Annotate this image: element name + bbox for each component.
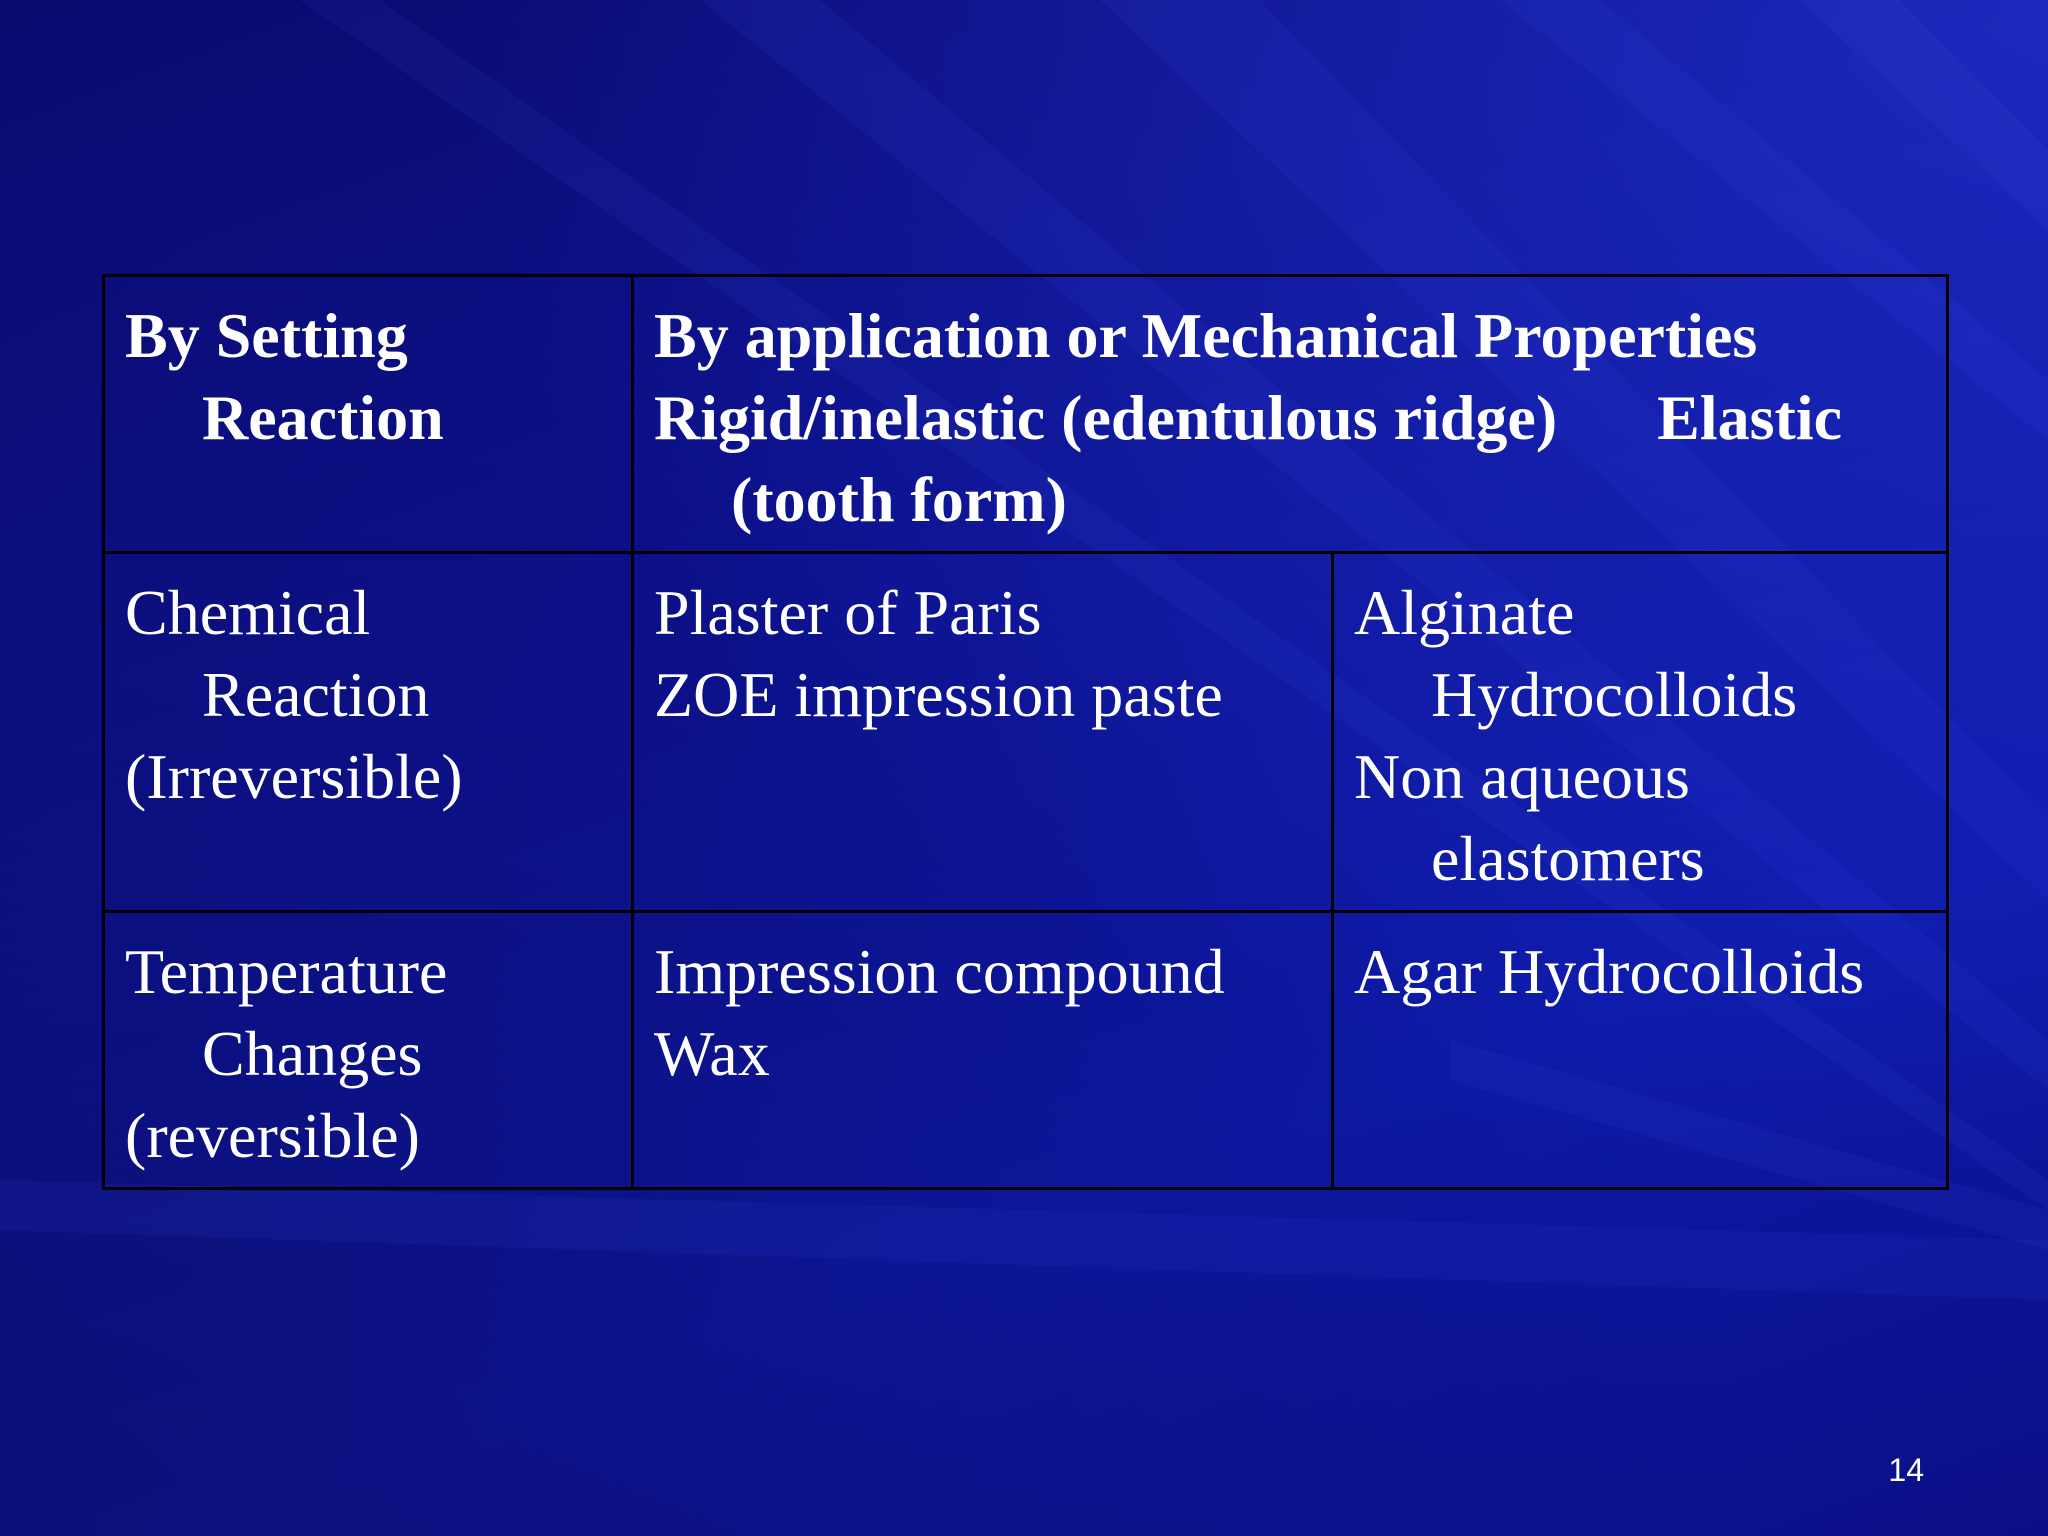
slide-page-number: 14 (1888, 1452, 1924, 1488)
header-text: By Setting (125, 300, 408, 371)
header-cell-application (633, 276, 1948, 553)
header-rigid-label: Rigid/inelastic (edentulous ridge) (654, 382, 1558, 453)
table-cell (633, 912, 1333, 1189)
cell-text: Plaster of Paris (654, 577, 1042, 648)
cell-text: (reversible) (125, 1100, 420, 1171)
cell-text: Hydrocolloids (1431, 659, 1798, 730)
cell-text: Agar Hydrocolloids (1354, 936, 1865, 1007)
cell-text: Alginate (1354, 577, 1575, 648)
cell-text: Chemical (125, 577, 371, 648)
table-row (104, 553, 1948, 912)
table-row (104, 912, 1948, 1189)
table-cell (1333, 553, 1948, 912)
cell-text: Impression compound (654, 936, 1225, 1007)
table-cell (1333, 912, 1948, 1189)
impression-materials-table (102, 274, 1949, 1190)
header-text: Reaction (202, 382, 444, 453)
header-elastic-label: Elastic (1657, 382, 1842, 453)
cell-text: ZOE impression paste (654, 659, 1223, 730)
table-cell (104, 912, 633, 1189)
header-text: By application or Mechanical Properties (654, 300, 1758, 371)
table-cell (633, 553, 1333, 912)
cell-text: (Irreversible) (125, 741, 463, 812)
table-header-row (104, 276, 1948, 553)
cell-text: elastomers (1431, 823, 1705, 894)
header-text-rigid-elastic (654, 377, 1926, 459)
cell-text: Non aqueous (1354, 741, 1690, 812)
cell-text: Reaction (202, 659, 430, 730)
header-text: (tooth form) (731, 464, 1067, 535)
header-cell-setting-reaction (104, 276, 633, 553)
cell-text: Temperature (125, 936, 448, 1007)
table-cell (104, 553, 633, 912)
cell-text: Wax (654, 1018, 770, 1089)
cell-text: Changes (202, 1018, 423, 1089)
